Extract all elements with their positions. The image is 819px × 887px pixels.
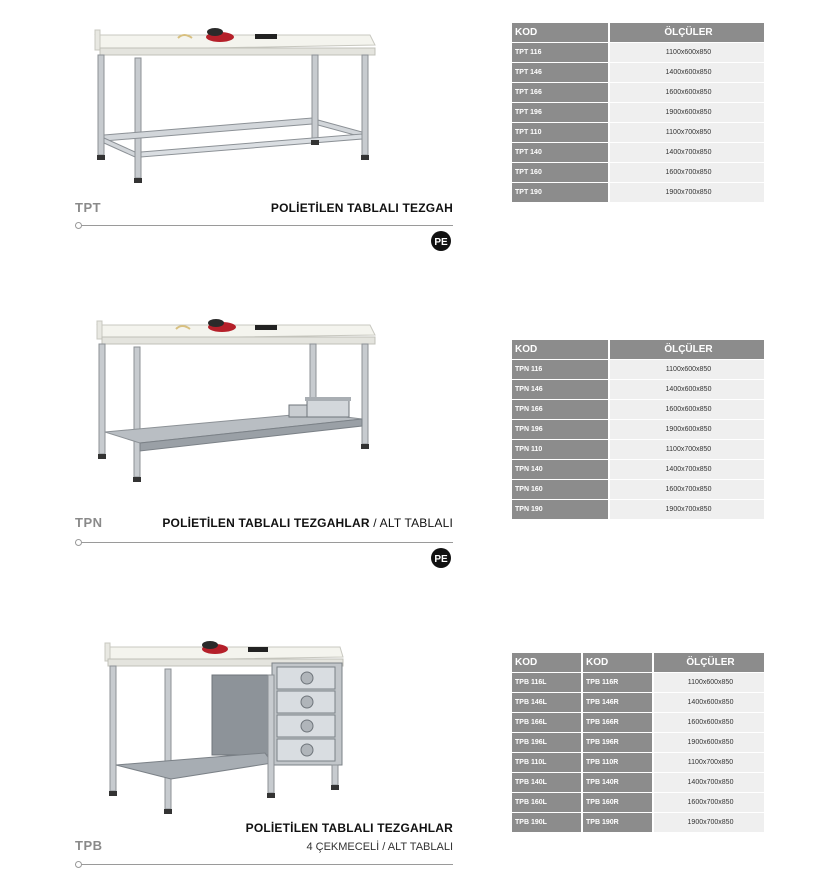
dimension-cell: 1900x700x850 bbox=[610, 500, 766, 519]
tpt-table-image bbox=[90, 20, 380, 185]
kod-cell: TPN 140 bbox=[512, 460, 610, 479]
table-row bbox=[512, 673, 766, 692]
kod-right-cell: TPB 190R bbox=[583, 813, 654, 832]
kod-right-cell: TPB 140R bbox=[583, 773, 654, 792]
kod-right-cell: TPB 146R bbox=[583, 693, 654, 712]
kod-left-header: KOD bbox=[512, 653, 583, 672]
kod-left-cell: TPB 116L bbox=[512, 673, 583, 692]
tpn-title-sub: / ALT TABLALI bbox=[369, 516, 453, 530]
dimension-cell: 1400x700x850 bbox=[654, 773, 766, 792]
kod-cell: TPT 196 bbox=[512, 103, 610, 122]
kod-left-cell: TPB 140L bbox=[512, 773, 583, 792]
dimension-cell: 1600x600x850 bbox=[610, 400, 766, 419]
pe-material-icon bbox=[430, 547, 452, 569]
table-row bbox=[512, 163, 766, 182]
table-row bbox=[512, 813, 766, 832]
olculer-header: ÖLÇÜLER bbox=[654, 653, 766, 672]
tpb-table-image bbox=[100, 635, 350, 815]
table-header-row bbox=[512, 340, 766, 359]
tpb-title: POLİETİLEN TABLALI TEZGAHLAR bbox=[245, 821, 453, 835]
table-row bbox=[512, 500, 766, 519]
dimension-cell: 1900x700x850 bbox=[610, 183, 766, 202]
dimension-cell: 1100x600x850 bbox=[610, 360, 766, 379]
kod-cell: TPN 190 bbox=[512, 500, 610, 519]
olculer-header: ÖLÇÜLER bbox=[610, 23, 766, 42]
dimension-cell: 1100x700x850 bbox=[610, 123, 766, 142]
dimension-cell: 1100x700x850 bbox=[610, 440, 766, 459]
table-row bbox=[512, 733, 766, 752]
kod-cell: TPT 110 bbox=[512, 123, 610, 142]
table-row bbox=[512, 63, 766, 82]
kod-cell: TPT 166 bbox=[512, 83, 610, 102]
dimension-cell: 1400x600x850 bbox=[610, 380, 766, 399]
olculer-header: ÖLÇÜLER bbox=[610, 340, 766, 359]
table-row bbox=[512, 183, 766, 202]
table-row bbox=[512, 380, 766, 399]
tpt-divider bbox=[75, 225, 453, 226]
table-row bbox=[512, 773, 766, 792]
table-row bbox=[512, 83, 766, 102]
tpt-divider-dot bbox=[75, 222, 82, 229]
table-row bbox=[512, 400, 766, 419]
table-row bbox=[512, 123, 766, 142]
tpt-code-label: TPT bbox=[75, 200, 102, 215]
table-header-row bbox=[512, 653, 766, 672]
svg-text:PE: PE bbox=[434, 554, 448, 565]
table-row bbox=[512, 143, 766, 162]
tpb-divider bbox=[75, 864, 453, 865]
dimension-cell: 1600x700x850 bbox=[610, 480, 766, 499]
kod-right-cell: TPB 196R bbox=[583, 733, 654, 752]
kod-cell: TPT 190 bbox=[512, 183, 610, 202]
kod-left-cell: TPB 110L bbox=[512, 753, 583, 772]
kod-cell: TPN 196 bbox=[512, 420, 610, 439]
kod-cell: TPN 146 bbox=[512, 380, 610, 399]
dimension-cell: 1400x700x850 bbox=[610, 143, 766, 162]
table-row bbox=[512, 440, 766, 459]
table-row bbox=[512, 360, 766, 379]
kod-header: KOD bbox=[512, 340, 610, 359]
dimension-cell: 1400x600x850 bbox=[610, 63, 766, 82]
kod-header: KOD bbox=[512, 23, 610, 42]
kod-cell: TPT 146 bbox=[512, 63, 610, 82]
table-row bbox=[512, 460, 766, 479]
dimension-cell: 1600x600x850 bbox=[654, 713, 766, 732]
kod-right-cell: TPB 166R bbox=[583, 713, 654, 732]
table-row bbox=[512, 793, 766, 812]
kod-cell: TPN 116 bbox=[512, 360, 610, 379]
tpt-spec-table bbox=[512, 22, 766, 203]
kod-cell: TPT 160 bbox=[512, 163, 610, 182]
kod-left-cell: TPB 160L bbox=[512, 793, 583, 812]
dimension-cell: 1100x600x850 bbox=[654, 673, 766, 692]
kod-left-cell: TPB 166L bbox=[512, 713, 583, 732]
tpn-code-label: TPN bbox=[75, 515, 103, 530]
dimension-cell: 1600x600x850 bbox=[610, 83, 766, 102]
tpb-subtitle: 4 ÇEKMECELİ / ALT TABLALI bbox=[306, 841, 453, 853]
tpn-title-main: POLİETİLEN TABLALI TEZGAHLAR bbox=[162, 516, 370, 530]
table-row bbox=[512, 103, 766, 122]
table-row bbox=[512, 43, 766, 62]
tpt-title: POLİETİLEN TABLALI TEZGAH bbox=[270, 201, 453, 215]
table-row bbox=[512, 713, 766, 732]
dimension-cell: 1600x700x850 bbox=[654, 793, 766, 812]
kod-left-cell: TPB 196L bbox=[512, 733, 583, 752]
tpn-spec-table bbox=[512, 339, 766, 520]
kod-right-cell: TPB 160R bbox=[583, 793, 654, 812]
table-row bbox=[512, 480, 766, 499]
tpb-code-label: TPB bbox=[75, 838, 103, 853]
kod-cell: TPN 110 bbox=[512, 440, 610, 459]
dimension-cell: 1600x700x850 bbox=[610, 163, 766, 182]
dimension-cell: 1900x600x850 bbox=[610, 420, 766, 439]
table-row bbox=[512, 693, 766, 712]
kod-right-cell: TPB 116R bbox=[583, 673, 654, 692]
dimension-cell: 1900x700x850 bbox=[654, 813, 766, 832]
dimension-cell: 1400x600x850 bbox=[654, 693, 766, 712]
kod-cell: TPT 116 bbox=[512, 43, 610, 62]
tpn-divider-dot bbox=[75, 539, 82, 546]
table-row bbox=[512, 753, 766, 772]
dimension-cell: 1100x700x850 bbox=[654, 753, 766, 772]
tpb-divider-dot bbox=[75, 861, 82, 868]
tpn-title bbox=[162, 516, 453, 530]
tpn-table-image bbox=[92, 315, 382, 487]
dimension-cell: 1100x600x850 bbox=[610, 43, 766, 62]
table-row bbox=[512, 420, 766, 439]
dimension-cell: 1900x600x850 bbox=[610, 103, 766, 122]
kod-cell: TPN 166 bbox=[512, 400, 610, 419]
pe-material-icon bbox=[430, 230, 452, 252]
kod-left-cell: TPB 190L bbox=[512, 813, 583, 832]
table-header-row bbox=[512, 23, 766, 42]
kod-cell: TPT 140 bbox=[512, 143, 610, 162]
svg-text:PE: PE bbox=[434, 237, 448, 248]
kod-right-cell: TPB 110R bbox=[583, 753, 654, 772]
kod-left-cell: TPB 146L bbox=[512, 693, 583, 712]
tpb-spec-table bbox=[512, 652, 766, 833]
tpn-divider bbox=[75, 542, 453, 543]
dimension-cell: 1400x700x850 bbox=[610, 460, 766, 479]
kod-cell: TPN 160 bbox=[512, 480, 610, 499]
dimension-cell: 1900x600x850 bbox=[654, 733, 766, 752]
kod-right-header: KOD bbox=[583, 653, 654, 672]
